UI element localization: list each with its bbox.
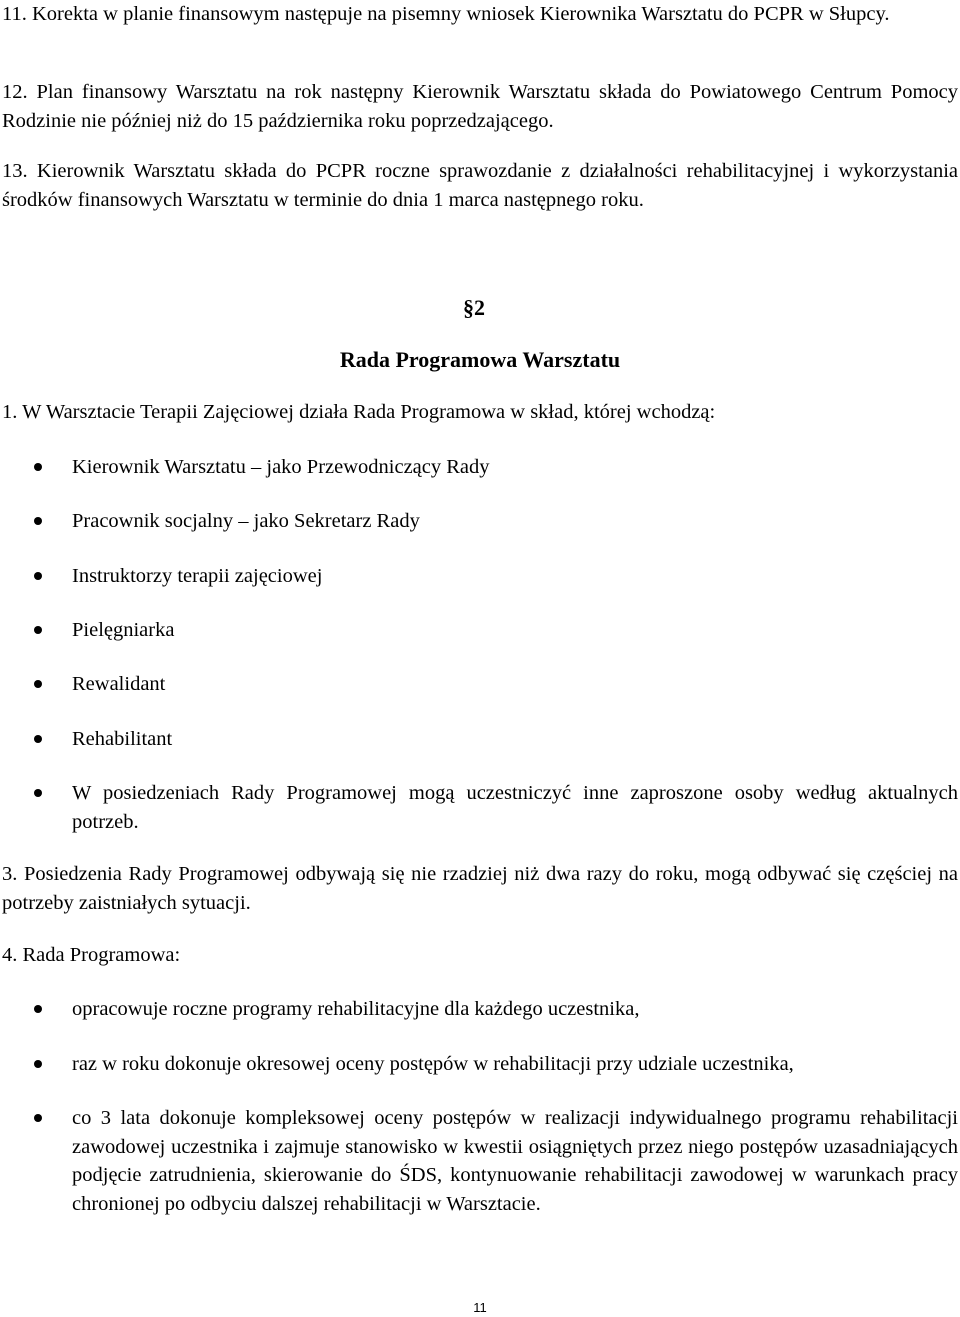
- bullet-icon: [34, 626, 42, 634]
- member-text: Instruktorzy terapii zajęciowej: [72, 565, 323, 587]
- section-sign: §2: [463, 295, 485, 320]
- bullet-icon: [34, 1005, 42, 1013]
- bullet-icon: [34, 735, 42, 743]
- member-text: Pielęgniarka: [72, 619, 175, 641]
- duty-text: opracowuje roczne programy rehabilitacyjne dla każdego uczestnika,: [72, 998, 640, 1020]
- bullet-icon: [34, 1060, 42, 1068]
- paragraph-11: 11. Korekta w planie finansowym następuje na pisemny wniosek Kierownika Warsztatu do PCPR w Słupcy.: [2, 3, 890, 25]
- page-number: 11: [473, 1300, 487, 1315]
- bullet-icon: [34, 789, 42, 797]
- point-1-intro: 1. W Warsztacie Terapii Zajęciowej działa Rada Programowa w skład, której wchodzą:: [2, 401, 716, 423]
- duty-text: co 3 lata dokonuje kompleksowej oceny postępów w realizacji indywidualnego programu rehabilitacji zawodowej uczestnika i zajmuje stanowisko w kwestii osiągniętych przez niego postępów uzasadniających podjęcie zatrudnienia, skierowanie do ŚDS, kontynuowanie rehabilitacji zawodowej w warunkach pracy chronionej po odbyciu dalszej rehabilitacji w Warsztacie.: [72, 1107, 958, 1215]
- member-text: Pracownik socjalny – jako Sekretarz Rady: [72, 510, 420, 532]
- duty-text: raz w roku dokonuje okresowej oceny postępów w rehabilitacji przy udziale uczestnika,: [72, 1053, 794, 1075]
- bullet-icon: [34, 1114, 42, 1122]
- paragraph-13: 13. Kierownik Warsztatu składa do PCPR roczne sprawozdanie z działalności rehabilitacyjnej i wykorzystania środków finansowych Warsztatu w terminie do dnia 1 marca następnego roku.: [2, 160, 958, 211]
- bullet-icon: [34, 680, 42, 688]
- section-title: Rada Programowa Warsztatu: [339, 347, 621, 372]
- member-text: W posiedzeniach Rady Programowej mogą uczestniczyć inne zaproszone osoby według aktualnych potrzeb.: [72, 782, 958, 833]
- point-4-intro: 4. Rada Programowa:: [2, 944, 181, 966]
- bullet-icon: [34, 463, 42, 471]
- bullet-icon: [34, 517, 42, 525]
- member-text: Kierownik Warsztatu – jako Przewodniczący Rady: [72, 456, 490, 478]
- point-3: 3. Posiedzenia Rady Programowej odbywają się nie rzadziej niż dwa razy do roku, mogą odbywać się częściej na potrzeby zaistniałych sytuacji.: [2, 863, 958, 914]
- member-text: Rewalidant: [72, 673, 166, 695]
- member-text: Rehabilitant: [72, 728, 173, 750]
- paragraph-12: 12. Plan finansowy Warsztatu na rok następny Kierownik Warsztatu składa do Powiatowego Centrum Pomocy Rodzinie nie później niż do 15 października roku poprzedzającego.: [2, 81, 958, 132]
- bullet-icon: [34, 572, 42, 580]
